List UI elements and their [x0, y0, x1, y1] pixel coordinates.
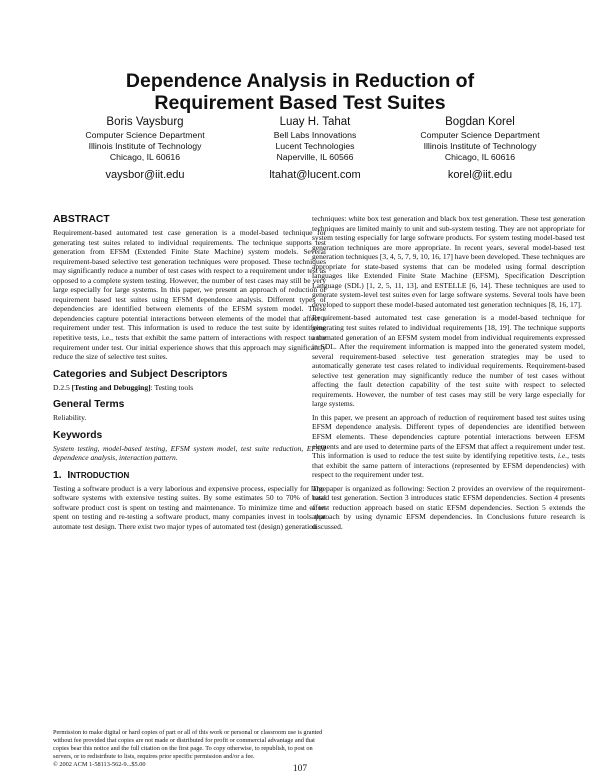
- title-line-2: Requirement Based Test Suites: [154, 92, 446, 114]
- categories-text: [53, 383, 326, 393]
- left-column: [53, 214, 326, 769]
- keywords-heading: Keywords: [53, 429, 103, 441]
- right-column: [312, 214, 585, 536]
- author-city: Naperville, IL 60566: [276, 152, 354, 162]
- copyright-footnote: [53, 729, 326, 769]
- author-email: vaysbor@iit.edu: [105, 169, 185, 181]
- intro-heading-rest: NTRODUCTION: [70, 470, 130, 480]
- copyright-line: © 2002 ACM 1-58113-562-9...$5.00: [53, 760, 146, 768]
- author-dept: Bell Labs Innovations: [273, 130, 357, 140]
- author-city: Chicago, IL 60616: [109, 152, 181, 162]
- author-org: Illinois Institute of Technology: [88, 141, 202, 151]
- author-name: Bogdan Korel: [445, 116, 515, 128]
- author-email: korel@iit.edu: [447, 169, 513, 181]
- general-terms-text: Reliability.: [53, 413, 87, 423]
- title-line-1: Dependence Analysis in Reduction of: [125, 70, 475, 92]
- intro-paragraph-1-continued: techniques: white box test generation and black box test generation. These test generation techniques are limited mainly to unit and sub-system testing. They are not appropriate for system testing especially for large software products. For system testing model-based test generation techniques are more appropriate. In recent years, several model-based test generation techniques [3, 4, 5, 7, 9, 10, 16, 17] have been developed. These techniques are appropriate for state-based systems that can be modeled using formal description languages like Extended Finite State Machine (EFSM), Specification Description Language (SDL) [1, 2, 5, 11, 13], and ESTELLE [6, 14]. These techniques are used to generate system-level test suites even for large software systems. Several tools have been developed to support these model-based automated test generation techniques [8, 16, 17].: [312, 214, 585, 309]
- category-rest: : Testing tools: [150, 382, 194, 392]
- permission-notice: Permission to make digital or hard copies of part or all of this work or personal or classroom use is granted without fee provided that copies are not made or distributed for profit or commercial advantage and that copies bear this notice and the full citation on the first page. To copy otherwise, to republish, to post on servers, or to redistribute to lists, requires prior specific permission and/or a fee.: [53, 728, 323, 760]
- intro-paragraph-3: In this paper, we present an approach of reduction of requirement based test suites using EFSM dependence analysis. Different types of dependencies are identified between EFSM elements. These dependencies capture potential interactions between EFSM elements and are used to determine parts of the EFSM that affect a requirement under test. This information is used to reduce the test suite by identifying repetitive tests, i.e., tests that exhibit the same pattern of interactions (represented by EFSM dependencies) with respect to the requirement under test.: [312, 412, 585, 480]
- author-city: Chicago, IL 60616: [444, 152, 516, 162]
- author-org: Illinois Institute of Technology: [423, 141, 537, 151]
- section-number: 1.: [53, 469, 62, 481]
- author-org: Lucent Technologies: [275, 141, 355, 151]
- author-email: ltahat@lucent.com: [269, 169, 361, 181]
- category-code: D.2.5: [53, 382, 70, 392]
- author-name: Boris Vaysburg: [106, 116, 184, 128]
- intro-paragraph-2: Requirement-based automated test case generation is a model-based technique for generating test suites related to individual requirements [18, 19]. The technique supports automated generation of an EFSM system model from individual requirements expressed in SDL. After the requirement information is mapped into the generated system model, several requirement-based selective test generation strategies may be used to automatically generate test cases related to individual requirements. Requirement-based selective test generation may significantly reduce the number of test cases without affecting the fault detection capability of the test suite with respect to selected requirements. However, the number of test cases may still be very large especially for large systems.: [312, 313, 585, 409]
- intro-heading-initial: I: [67, 469, 71, 481]
- author-block-3: [380, 115, 580, 182]
- category-bracket: [Testing and Debugging]: [71, 382, 151, 392]
- abstract-heading: ABSTRACT: [53, 214, 110, 225]
- author-name: Luay H. Tahat: [279, 116, 351, 128]
- categories-heading: Categories and Subject Descriptors: [53, 368, 228, 380]
- author-dept: Computer Science Department: [85, 130, 205, 140]
- general-terms-heading: General Terms: [53, 399, 125, 411]
- author-dept: Computer Science Department: [420, 130, 540, 140]
- page-number: 107: [292, 764, 308, 774]
- abstract-text: Requirement-based automated test case generation is a model-based technique for generating test suites related to individual requirements. The technique supports test generation from EFSM (Extended Finite State Machine) system models. Several requirement-based selective test generation techniques were proposed. These techniques may significantly reduce a number of test cases with respect to a requirement under test as opposed to a complete system testing. However, the number of test cases may still be very large especially for large systems. In this paper, we present an approach of reduction of requirement based test suites using EFSM dependence analysis. Different types of dependencies are identified between elements of the EFSM system model. These dependencies capture potential interactions between elements of the model that affect a requirement under test. This information is used to reduce the test suite by identifying repetitive tests, i.e., tests that exhibit the same pattern of interactions with respect to the requirement under test. Our initial experience shows that this approach may significantly reduce the size of selective test suites.: [53, 228, 326, 362]
- paper-title: [0, 70, 600, 114]
- keywords-text: System testing, model-based testing, EFSM system model, test suite reduction, EFSM dependence analysis, interaction pattern.: [53, 443, 326, 463]
- intro-heading: [53, 470, 326, 482]
- intro-paragraph-4: The paper is organized as following: Section 2 provides an overview of the requirement-based test generation. Section 3 introduces static EFSM dependencies. Section 4 presents a test reduction approach based on static EFSM dependencies. Section 5 extends the approach by using dynamic EFSM dependencies. In Conclusions future research is discussed.: [312, 483, 585, 531]
- intro-paragraph-1-start: Testing a software product is a very laborious and expensive process, especially for large software systems with extensive testing suites. By some estimates 50 to 70% of total software product cost is spent on testing and maintenance. To minimize time and effort spent on testing and re-testing a software product, many companies invest in tools that automate test design. There exist two major types of automated test (design) generation: [53, 483, 326, 532]
